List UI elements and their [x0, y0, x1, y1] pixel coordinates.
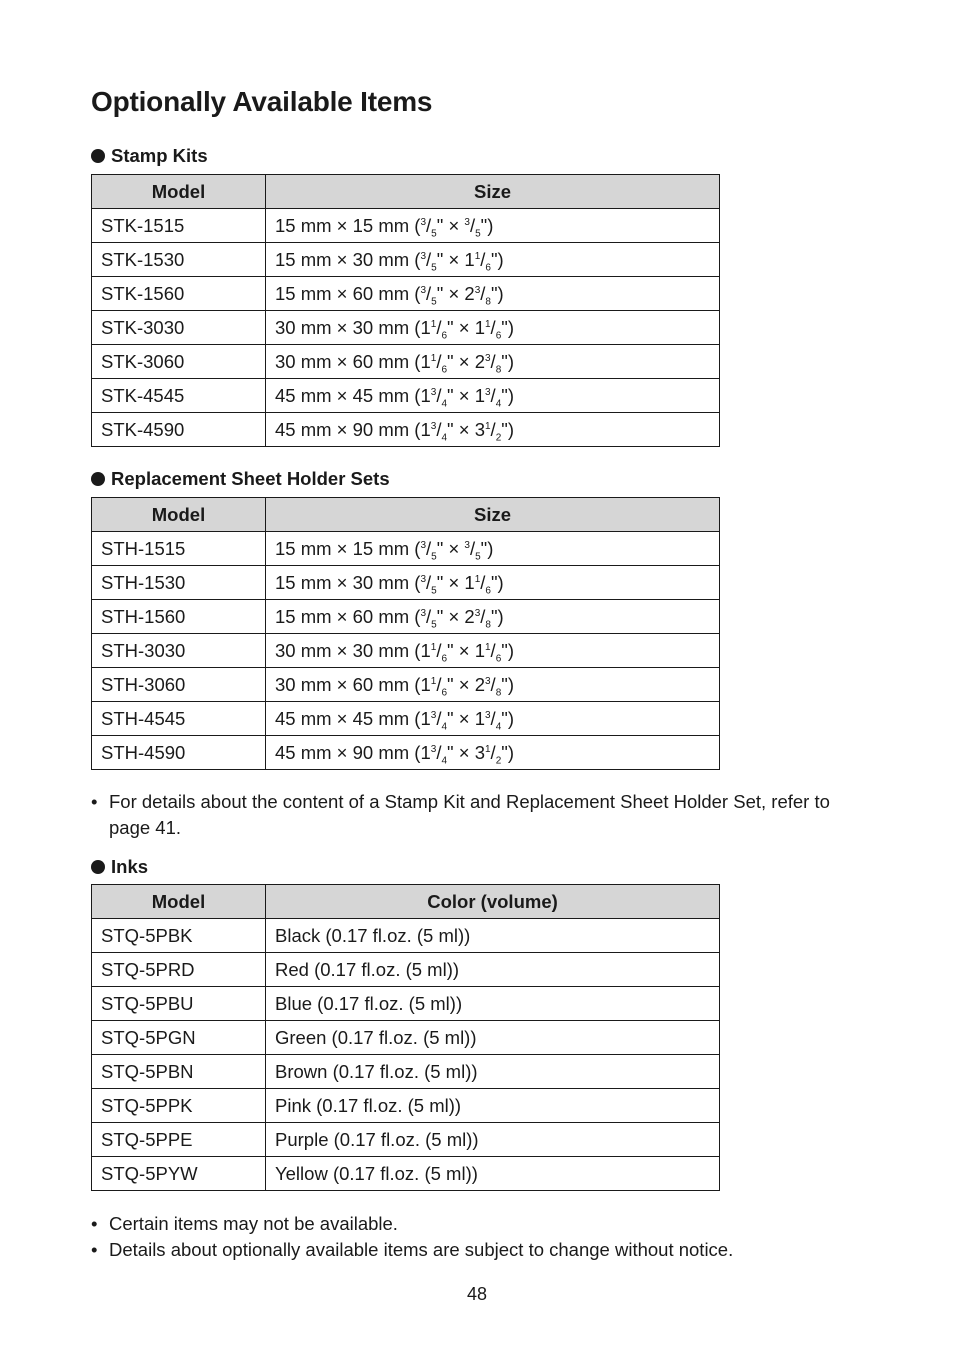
fraction-whole: 3: [474, 742, 485, 763]
fraction-whole: 1: [474, 640, 485, 661]
holder-sets-table: [91, 497, 720, 770]
size-cell: [266, 600, 720, 634]
size-metric: 15 mm × 60 mm (: [275, 606, 421, 627]
color-cell: Pink (0.17 fl.oz. (5 ml)): [266, 1089, 720, 1123]
fraction-whole: 1: [474, 385, 485, 406]
size-close: "): [490, 606, 504, 627]
size-metric: 45 mm × 45 mm (: [275, 708, 421, 729]
fraction-numerator: 3: [430, 420, 437, 432]
size-metric: 15 mm × 60 mm (: [275, 283, 421, 304]
fraction-slash: /: [490, 317, 496, 338]
size-cell: [266, 209, 720, 243]
fraction-whole: 2: [464, 283, 475, 304]
fraction-denominator: 6: [441, 653, 448, 665]
model-cell: STK-3060: [92, 345, 266, 379]
color-cell: Purple (0.17 fl.oz. (5 ml)): [266, 1123, 720, 1157]
fraction-whole: 2: [474, 351, 485, 372]
fraction-slash: /: [490, 640, 496, 661]
fraction-slash: /: [490, 385, 496, 406]
size-separator: " ×: [436, 572, 465, 593]
fraction-numerator: 3: [430, 709, 437, 721]
table-row: [92, 566, 720, 600]
fraction-numerator: 3: [420, 573, 427, 585]
table-row: [92, 277, 720, 311]
size-metric: 15 mm × 30 mm (: [275, 249, 421, 270]
table-row: [92, 702, 720, 736]
fraction-slash: /: [480, 283, 486, 304]
fraction-numerator: 1: [430, 352, 437, 364]
size-metric: 45 mm × 90 mm (: [275, 742, 421, 763]
fraction-denominator: 4: [495, 398, 502, 410]
model-cell: STK-4590: [92, 413, 266, 447]
fraction-numerator: 3: [464, 216, 470, 228]
size-metric: 30 mm × 30 mm (: [275, 640, 421, 661]
fraction-denominator: 4: [441, 721, 448, 733]
size-metric: 15 mm × 15 mm (: [275, 215, 421, 236]
size-separator: " ×: [436, 538, 465, 559]
model-cell: STQ-5PRD: [92, 953, 266, 987]
model-cell: STQ-5PBU: [92, 987, 266, 1021]
size-cell: [266, 566, 720, 600]
fraction-slash: /: [436, 640, 442, 661]
fraction-denominator: 6: [441, 330, 448, 342]
model-cell: STK-1560: [92, 277, 266, 311]
size-separator: " ×: [447, 419, 475, 440]
fraction-numerator: 1: [430, 641, 437, 653]
size-close: "): [501, 674, 514, 695]
table-row: [92, 379, 720, 413]
fraction-denominator: 2: [495, 432, 502, 444]
fraction-denominator: 8: [495, 687, 502, 699]
fraction-slash: /: [436, 351, 442, 372]
table-row: [92, 668, 720, 702]
fraction-slash: /: [480, 606, 486, 627]
size-metric: 30 mm × 60 mm (: [275, 351, 421, 372]
section-heading-holder-sets: [91, 468, 390, 490]
model-cell: STQ-5PPE: [92, 1123, 266, 1157]
page-number: 48: [466, 1284, 488, 1304]
fraction-slash: /: [436, 385, 442, 406]
fraction-numerator: 1: [484, 318, 491, 330]
fraction-slash: /: [469, 215, 476, 236]
section-heading-label: Inks: [111, 856, 149, 877]
fraction-whole: 1: [474, 708, 485, 729]
size-metric: 45 mm × 45 mm (: [275, 385, 421, 406]
model-cell: STH-3060: [92, 668, 266, 702]
size-cell: [266, 736, 720, 770]
bullet-icon: [91, 860, 105, 874]
fraction-whole: 1: [420, 351, 431, 372]
size-cell: [266, 634, 720, 668]
model-cell: STH-4590: [92, 736, 266, 770]
size-metric: 45 mm × 90 mm (: [275, 419, 421, 440]
table-row: [92, 243, 720, 277]
size-separator: " ×: [447, 742, 475, 763]
fraction-whole: 1: [420, 674, 431, 695]
fraction-denominator: 5: [431, 296, 437, 308]
model-cell: STH-3030: [92, 634, 266, 668]
column-header-size: Size: [266, 498, 720, 532]
fraction-whole: 1: [474, 317, 485, 338]
fraction-denominator: 5: [475, 228, 481, 240]
fraction-denominator: 8: [485, 619, 491, 631]
model-cell: STQ-5PBN: [92, 1055, 266, 1089]
fraction-denominator: 4: [495, 721, 502, 733]
size-separator: " ×: [436, 283, 465, 304]
color-cell: Red (0.17 fl.oz. (5 ml)): [266, 953, 720, 987]
note-item: • Certain items may not be available.: [91, 1211, 861, 1237]
fraction-slash: /: [426, 215, 432, 236]
note-item: • Details about optionally available items are subject to change without notice.: [91, 1237, 861, 1263]
inks-table-body: [92, 919, 720, 1191]
stamp-kits-table-body: [92, 209, 720, 447]
fraction-numerator: 3: [420, 284, 427, 296]
fraction-denominator: 4: [441, 398, 448, 410]
fraction-slash: /: [426, 606, 432, 627]
fraction-whole: 1: [420, 742, 431, 763]
section-heading-stamp-kits: [91, 145, 208, 167]
inks-table: [91, 884, 720, 1191]
size-close: "): [501, 351, 514, 372]
fraction-whole: 1: [420, 640, 431, 661]
fraction-numerator: 1: [430, 318, 437, 330]
size-cell: [266, 345, 720, 379]
fraction-numerator: 3: [464, 539, 470, 551]
fraction-numerator: 3: [474, 284, 481, 296]
fraction-whole: 1: [420, 708, 431, 729]
fraction-slash: /: [436, 674, 442, 695]
fraction-numerator: 3: [484, 386, 491, 398]
fraction-denominator: 6: [485, 262, 491, 274]
fraction-slash: /: [490, 708, 496, 729]
fraction-numerator: 3: [420, 250, 427, 262]
size-close: "): [501, 640, 514, 661]
size-cell: [266, 532, 720, 566]
table-row: [92, 987, 720, 1021]
fraction-denominator: 4: [441, 432, 448, 444]
size-metric: 30 mm × 30 mm (: [275, 317, 421, 338]
table-row: [92, 600, 720, 634]
size-metric: 15 mm × 15 mm (: [275, 538, 421, 559]
table-row: [92, 311, 720, 345]
fraction-numerator: 1: [484, 641, 491, 653]
fraction-numerator: 3: [474, 607, 481, 619]
size-close: "): [501, 708, 514, 729]
size-separator: " ×: [447, 317, 475, 338]
table-row: [92, 413, 720, 447]
holder-sets-table-body: [92, 532, 720, 770]
fraction-whole: 2: [474, 674, 485, 695]
size-close: "): [480, 538, 494, 559]
fraction-slash: /: [490, 674, 496, 695]
size-close: "): [480, 215, 494, 236]
fraction-slash: /: [426, 283, 432, 304]
table-row: [92, 1157, 720, 1191]
fraction-slash: /: [436, 708, 442, 729]
fraction-denominator: 5: [431, 262, 437, 274]
fraction-denominator: 6: [441, 364, 448, 376]
fraction-slash: /: [480, 572, 486, 593]
fraction-numerator: 1: [430, 675, 437, 687]
page-title: Optionally Available Items: [91, 86, 433, 117]
size-metric: 15 mm × 30 mm (: [275, 572, 421, 593]
color-cell: Yellow (0.17 fl.oz. (5 ml)): [266, 1157, 720, 1191]
fraction-whole: 1: [420, 385, 431, 406]
fraction-slash: /: [436, 742, 442, 763]
fraction-slash: /: [426, 572, 432, 593]
fraction-denominator: 6: [485, 585, 491, 597]
size-close: "): [501, 385, 514, 406]
model-cell: STQ-5PPK: [92, 1089, 266, 1123]
bullet-icon: [91, 149, 105, 163]
fraction-denominator: 5: [431, 551, 437, 563]
table-header-row: [92, 175, 720, 209]
fraction-numerator: 3: [484, 675, 491, 687]
size-cell: [266, 379, 720, 413]
fraction-slash: /: [480, 249, 486, 270]
model-cell: STH-1515: [92, 532, 266, 566]
size-cell: [266, 311, 720, 345]
fraction-denominator: 6: [495, 653, 502, 665]
fraction-slash: /: [436, 317, 442, 338]
table-row: [92, 1021, 720, 1055]
fraction-numerator: 3: [420, 216, 427, 228]
fraction-denominator: 4: [441, 755, 448, 767]
table-row: [92, 1123, 720, 1157]
bullet-icon: [91, 472, 105, 486]
model-cell: STQ-5PGN: [92, 1021, 266, 1055]
size-separator: " ×: [447, 708, 475, 729]
fraction-numerator: 3: [484, 352, 491, 364]
fraction-slash: /: [426, 249, 432, 270]
fraction-numerator: 3: [484, 709, 491, 721]
notes-middle: [91, 789, 861, 841]
section-heading-inks: [91, 856, 148, 878]
fraction-numerator: 1: [474, 573, 481, 585]
column-header-model: Model: [92, 885, 266, 919]
size-separator: " ×: [447, 351, 475, 372]
model-cell: STK-3030: [92, 311, 266, 345]
color-cell: Brown (0.17 fl.oz. (5 ml)): [266, 1055, 720, 1089]
color-cell: Black (0.17 fl.oz. (5 ml)): [266, 919, 720, 953]
size-close: "): [490, 283, 504, 304]
size-cell: [266, 668, 720, 702]
fraction-denominator: 8: [495, 364, 502, 376]
stamp-kits-table: [91, 174, 720, 447]
table-row: [92, 736, 720, 770]
size-cell: [266, 702, 720, 736]
fraction-numerator: 1: [474, 250, 481, 262]
fraction-numerator: 3: [420, 607, 427, 619]
model-cell: STK-1515: [92, 209, 266, 243]
size-metric: 30 mm × 60 mm (: [275, 674, 421, 695]
table-row: [92, 532, 720, 566]
fraction-whole: 1: [464, 249, 475, 270]
model-cell: STK-4545: [92, 379, 266, 413]
fraction-denominator: 5: [475, 551, 481, 563]
fraction-whole: 2: [464, 606, 475, 627]
section-heading-label: Stamp Kits: [111, 145, 208, 166]
size-close: "): [501, 419, 514, 440]
section-heading-label: Replacement Sheet Holder Sets: [111, 468, 390, 489]
table-row: [92, 919, 720, 953]
size-close: "): [501, 317, 514, 338]
model-cell: STH-1560: [92, 600, 266, 634]
size-cell: [266, 413, 720, 447]
fraction-denominator: 5: [431, 585, 437, 597]
fraction-slash: /: [469, 538, 476, 559]
size-close: "): [501, 742, 514, 763]
model-cell: STQ-5PBK: [92, 919, 266, 953]
size-close: "): [490, 249, 504, 270]
fraction-slash: /: [490, 742, 496, 763]
fraction-whole: 1: [420, 317, 431, 338]
table-row: [92, 634, 720, 668]
table-row: [92, 1055, 720, 1089]
fraction-whole: 3: [474, 419, 485, 440]
size-separator: " ×: [447, 640, 475, 661]
fraction-whole: 1: [464, 572, 475, 593]
fraction-numerator: 3: [430, 386, 437, 398]
size-cell: [266, 243, 720, 277]
size-separator: " ×: [436, 606, 465, 627]
column-header-size: Size: [266, 175, 720, 209]
fraction-slash: /: [490, 419, 496, 440]
size-separator: " ×: [447, 674, 475, 695]
model-cell: STH-4545: [92, 702, 266, 736]
fraction-slash: /: [426, 538, 432, 559]
fraction-denominator: 6: [441, 687, 448, 699]
size-separator: " ×: [447, 385, 475, 406]
fraction-numerator: 1: [484, 420, 491, 432]
note-item: • For details about the content of a Stamp Kit and Replacement Sheet Holder Set, refer to page 41.: [91, 789, 861, 841]
table-header-row: [92, 885, 720, 919]
size-separator: " ×: [436, 215, 465, 236]
table-row: [92, 953, 720, 987]
column-header-model: Model: [92, 175, 266, 209]
fraction-denominator: 5: [431, 619, 437, 631]
column-header-color: Color (volume): [266, 885, 720, 919]
fraction-numerator: 3: [430, 743, 437, 755]
table-row: [92, 1089, 720, 1123]
table-row: [92, 345, 720, 379]
fraction-denominator: 6: [495, 330, 502, 342]
color-cell: Green (0.17 fl.oz. (5 ml)): [266, 1021, 720, 1055]
size-separator: " ×: [436, 249, 465, 270]
table-header-row: [92, 498, 720, 532]
fraction-slash: /: [490, 351, 496, 372]
color-cell: Blue (0.17 fl.oz. (5 ml)): [266, 987, 720, 1021]
fraction-numerator: 1: [484, 743, 491, 755]
fraction-slash: /: [436, 419, 442, 440]
fraction-denominator: 5: [431, 228, 437, 240]
model-cell: STQ-5PYW: [92, 1157, 266, 1191]
size-cell: [266, 277, 720, 311]
table-row: [92, 209, 720, 243]
fraction-denominator: 2: [495, 755, 502, 767]
model-cell: STH-1530: [92, 566, 266, 600]
column-header-model: Model: [92, 498, 266, 532]
fraction-numerator: 3: [420, 539, 427, 551]
model-cell: STK-1530: [92, 243, 266, 277]
fraction-denominator: 8: [485, 296, 491, 308]
fraction-whole: 1: [420, 419, 431, 440]
notes-bottom: [91, 1211, 861, 1263]
size-close: "): [490, 572, 504, 593]
